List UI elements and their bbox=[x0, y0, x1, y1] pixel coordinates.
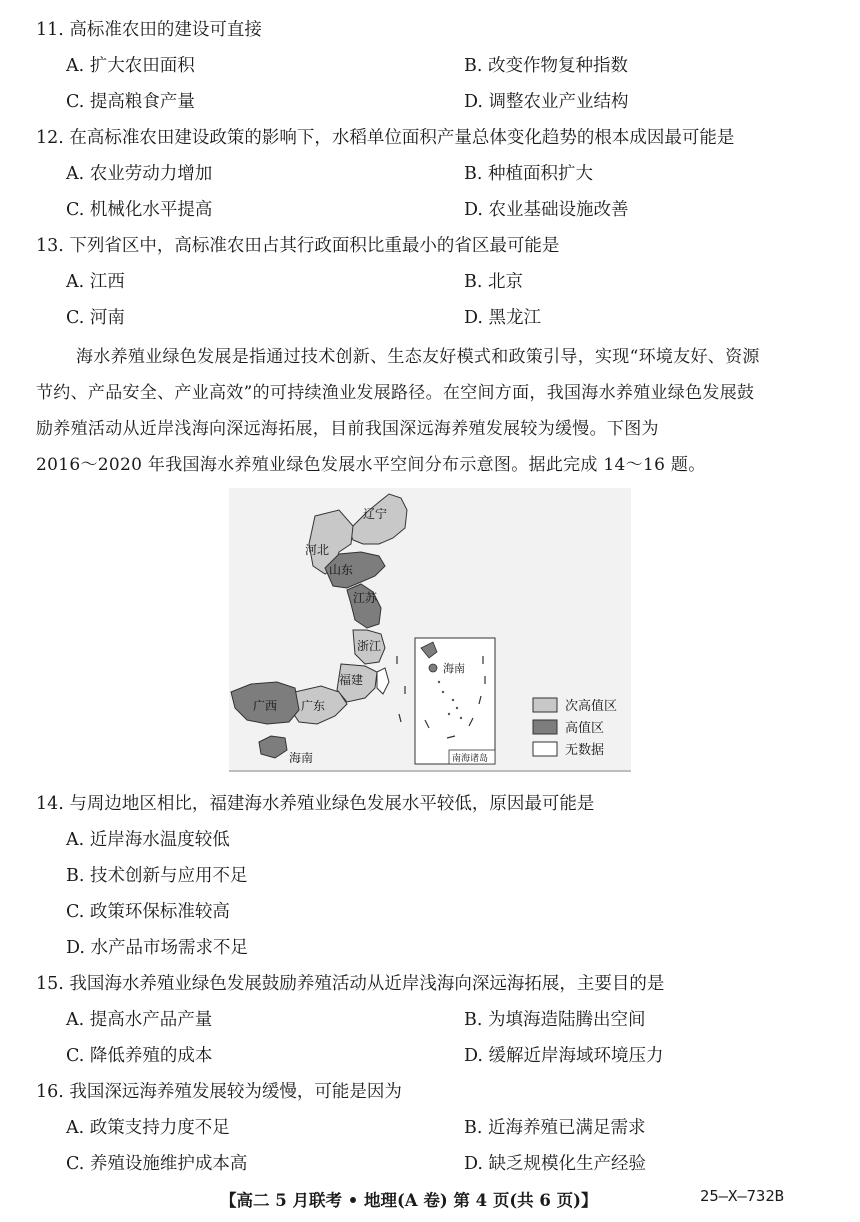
q14-option-b[interactable]: B. 技术创新与应用不足 bbox=[66, 866, 248, 886]
page-footer: 【高二 5 月联考 • 地理(A 卷) 第 4 页(共 6 页)】 bbox=[220, 1191, 598, 1210]
label-guangxi: 广西 bbox=[253, 699, 278, 713]
q12-option-c[interactable]: C. 机械化水平提高 bbox=[66, 200, 213, 220]
question-15-stem: 15. 我国海水养殖业绿色发展鼓励养殖活动从近岸浅海向深远海拓展，主要目的是 bbox=[36, 974, 665, 994]
legend-label-no-data: 无数据 bbox=[565, 743, 605, 758]
label-hebei: 河北 bbox=[305, 543, 330, 557]
q15-option-d[interactable]: D. 缓解近岸海域环境压力 bbox=[464, 1046, 664, 1066]
legend-swatch-no-data bbox=[533, 742, 557, 756]
q13-option-d[interactable]: D. 黑龙江 bbox=[464, 308, 542, 328]
inset-label-nanhai: 南海诸岛 bbox=[452, 754, 489, 764]
question-12-stem: 12. 在高标准农田建设政策的影响下，水稻单位面积产量总体变化趋势的根本成因最可能是 bbox=[36, 128, 735, 148]
question-11-stem: 11. 高标准农田的建设可直接 bbox=[36, 20, 262, 40]
label-liaoning: 辽宁 bbox=[363, 507, 388, 521]
label-shandong: 山东 bbox=[329, 563, 354, 577]
q12-option-b[interactable]: B. 种植面积扩大 bbox=[464, 164, 593, 184]
q12-option-a[interactable]: A. 农业劳动力增加 bbox=[66, 164, 213, 184]
label-fujian: 福建 bbox=[339, 673, 364, 687]
question-14-stem: 14. 与周边地区相比，福建海水养殖业绿色发展水平较低，原因最可能是 bbox=[36, 794, 595, 814]
q14-option-a[interactable]: A. 近岸海水温度较低 bbox=[66, 830, 230, 850]
exam-code: 25—X—732B bbox=[700, 1187, 784, 1205]
passage-line-3: 励养殖活动从近岸浅海向深远海拓展，目前我国深远海养殖发展较为缓慢。下图为 bbox=[36, 419, 659, 439]
q14-option-c[interactable]: C. 政策环保标准较高 bbox=[66, 902, 230, 922]
legend-swatch-high bbox=[533, 720, 557, 734]
q11-option-a[interactable]: A. 扩大农田面积 bbox=[66, 56, 195, 76]
label-guangdong: 广东 bbox=[301, 699, 326, 713]
label-zhejiang: 浙江 bbox=[357, 639, 382, 653]
coastal-provinces-map bbox=[229, 488, 631, 772]
passage-line-2: 节约、产品安全、产业高效”的可持续渔业发展路径。在空间方面，我国海水养殖业绿色发展鼓 bbox=[36, 383, 755, 403]
legend-swatch-sub-high bbox=[533, 698, 557, 712]
q16-option-c[interactable]: C. 养殖设施维护成本高 bbox=[66, 1154, 248, 1174]
label-hainan: 海南 bbox=[289, 751, 314, 765]
q11-option-b[interactable]: B. 改变作物复种指数 bbox=[464, 56, 628, 76]
label-jiangsu: 江苏 bbox=[353, 591, 378, 605]
q14-option-d[interactable]: D. 水产品市场需求不足 bbox=[66, 938, 249, 958]
inset-label-hainan: 海南 bbox=[443, 662, 465, 675]
q15-option-c[interactable]: C. 降低养殖的成本 bbox=[66, 1046, 213, 1066]
q16-option-b[interactable]: B. 近海养殖已满足需求 bbox=[464, 1118, 646, 1138]
legend-label-sub-high: 次高值区 bbox=[565, 699, 618, 714]
q13-option-a[interactable]: A. 江西 bbox=[66, 272, 125, 292]
question-13-stem: 13. 下列省区中，高标准农田占其行政面积比重最小的省区最可能是 bbox=[36, 236, 560, 256]
q16-option-a[interactable]: A. 政策支持力度不足 bbox=[66, 1118, 230, 1138]
question-16-stem: 16. 我国深远海养殖发展较为缓慢，可能是因为 bbox=[36, 1082, 402, 1102]
passage-line-4: 2016～2020 年我国海水养殖业绿色发展水平空间分布示意图。据此完成 14～16 题。 bbox=[36, 455, 706, 475]
q11-option-c[interactable]: C. 提高粮食产量 bbox=[66, 92, 195, 112]
q13-option-c[interactable]: C. 河南 bbox=[66, 308, 125, 328]
q15-option-b[interactable]: B. 为填海造陆腾出空间 bbox=[464, 1010, 646, 1030]
q13-option-b[interactable]: B. 北京 bbox=[464, 272, 523, 292]
passage-line-1: 海水养殖业绿色发展是指通过技术创新、生态友好模式和政策引导，实现“环境友好、资源 bbox=[76, 347, 760, 367]
q15-option-a[interactable]: A. 提高水产品产量 bbox=[66, 1010, 213, 1030]
q12-option-d[interactable]: D. 农业基础设施改善 bbox=[464, 200, 629, 220]
q16-option-d[interactable]: D. 缺乏规模化生产经验 bbox=[464, 1154, 647, 1174]
q11-option-d[interactable]: D. 调整农业产业结构 bbox=[464, 92, 629, 112]
legend-label-high: 高值区 bbox=[565, 721, 605, 736]
